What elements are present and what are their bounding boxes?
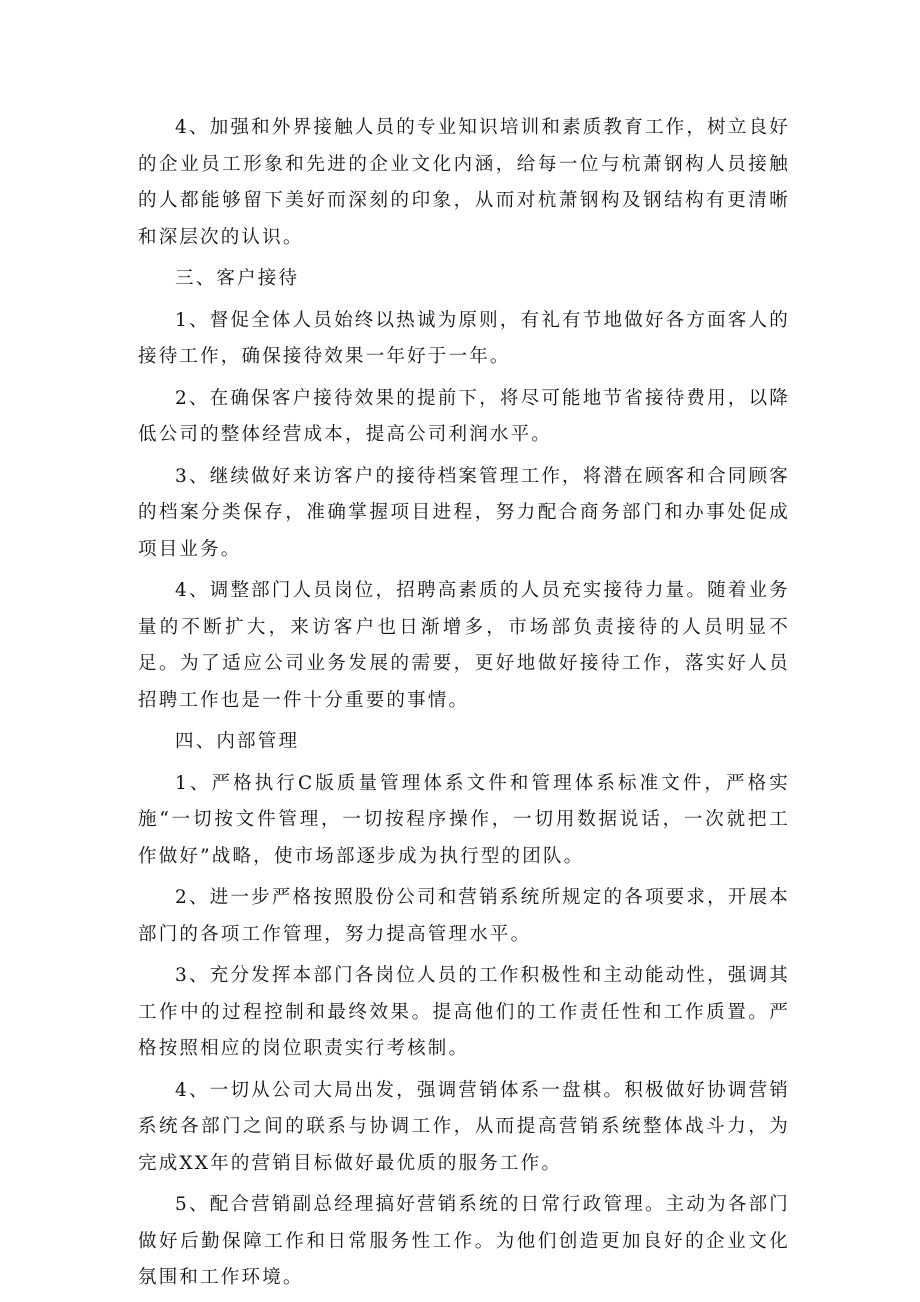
- section4-item-1: 1、严格执行C版质量管理体系文件和管理体系标准文件，严格实施“一切按文件管理，一切按程序操作，一切用数据说话，一次就把工作做好”战略，使市场部逐步成为执行型的团队。: [138, 772, 790, 867]
- section3-item-4: 4、调整部门人员岗位，招聘高素质的人员充实接待力量。随着业务量的不断扩大，来访客户也日渐增多，市场部负责接待的人员明显不足。为了适应公司业务发展的需要，更好地做好接待工作，落实好人员招聘工作也是一件十分重要的事情。: [138, 580, 790, 711]
- section2-item-4: 4、加强和外界接触人员的专业知识培训和素质教育工作，树立良好的企业员工形象和先进的企业文化内涵，给每一位与杭萧钢构人员接触的人都能够留下美好而深刻的印象，从而对杭萧钢构及钢结构有更清晰和深层次的认识。: [138, 117, 790, 248]
- section4-item-4: 4、一切从公司大局出发，强调营销体系一盘棋。积极做好协调营销系统各部门之间的联系与协调工作，从而提高营销系统整体战斗力，为完成XX年的营销目标做好最优质的服务工作。: [138, 1079, 790, 1174]
- section4-item-3: 3、充分发挥本部门各岗位人员的工作积极性和主动能动性，强调其工作中的过程控制和最终效果。提高他们的工作责任性和工作质置。严格按照相应的岗位职责实行考核制。: [138, 965, 790, 1059]
- section4-heading: 四、内部管理: [175, 731, 300, 752]
- document-page: [138, 110, 790, 1302]
- section4-item-5: 5、配合营销副总经理搞好营销系统的日常行政管理。主动为各部门做好后勤保障工作和日常服务性工作。为他们创造更加良好的企业文化氛围和工作环境。: [138, 1194, 790, 1288]
- section3-heading: 三、客户接待: [175, 268, 300, 289]
- section3-item-1: 1、督促全体人员始终以热诚为原则，有礼有节地做好各方面客人的接待工作，确保接待效果一年好于一年。: [138, 309, 790, 367]
- section3-item-3: 3、继续做好来访客户的接待档案管理工作，将潜在顾客和合同顾客的档案分类保存，准确掌握项目进程，努力配合商务部门和办事处促成项目业务。: [138, 465, 790, 560]
- section4-item-2: 2、进一步严格按照股份公司和营销系统所规定的各项要求，开展本部门的各项工作管理，努力提高管理水平。: [138, 887, 790, 945]
- section3-item-2: 2、在确保客户接待效果的提前下，将尽可能地节省接待费用，以降低公司的整体经营成本，提高公司利润水平。: [138, 387, 790, 445]
